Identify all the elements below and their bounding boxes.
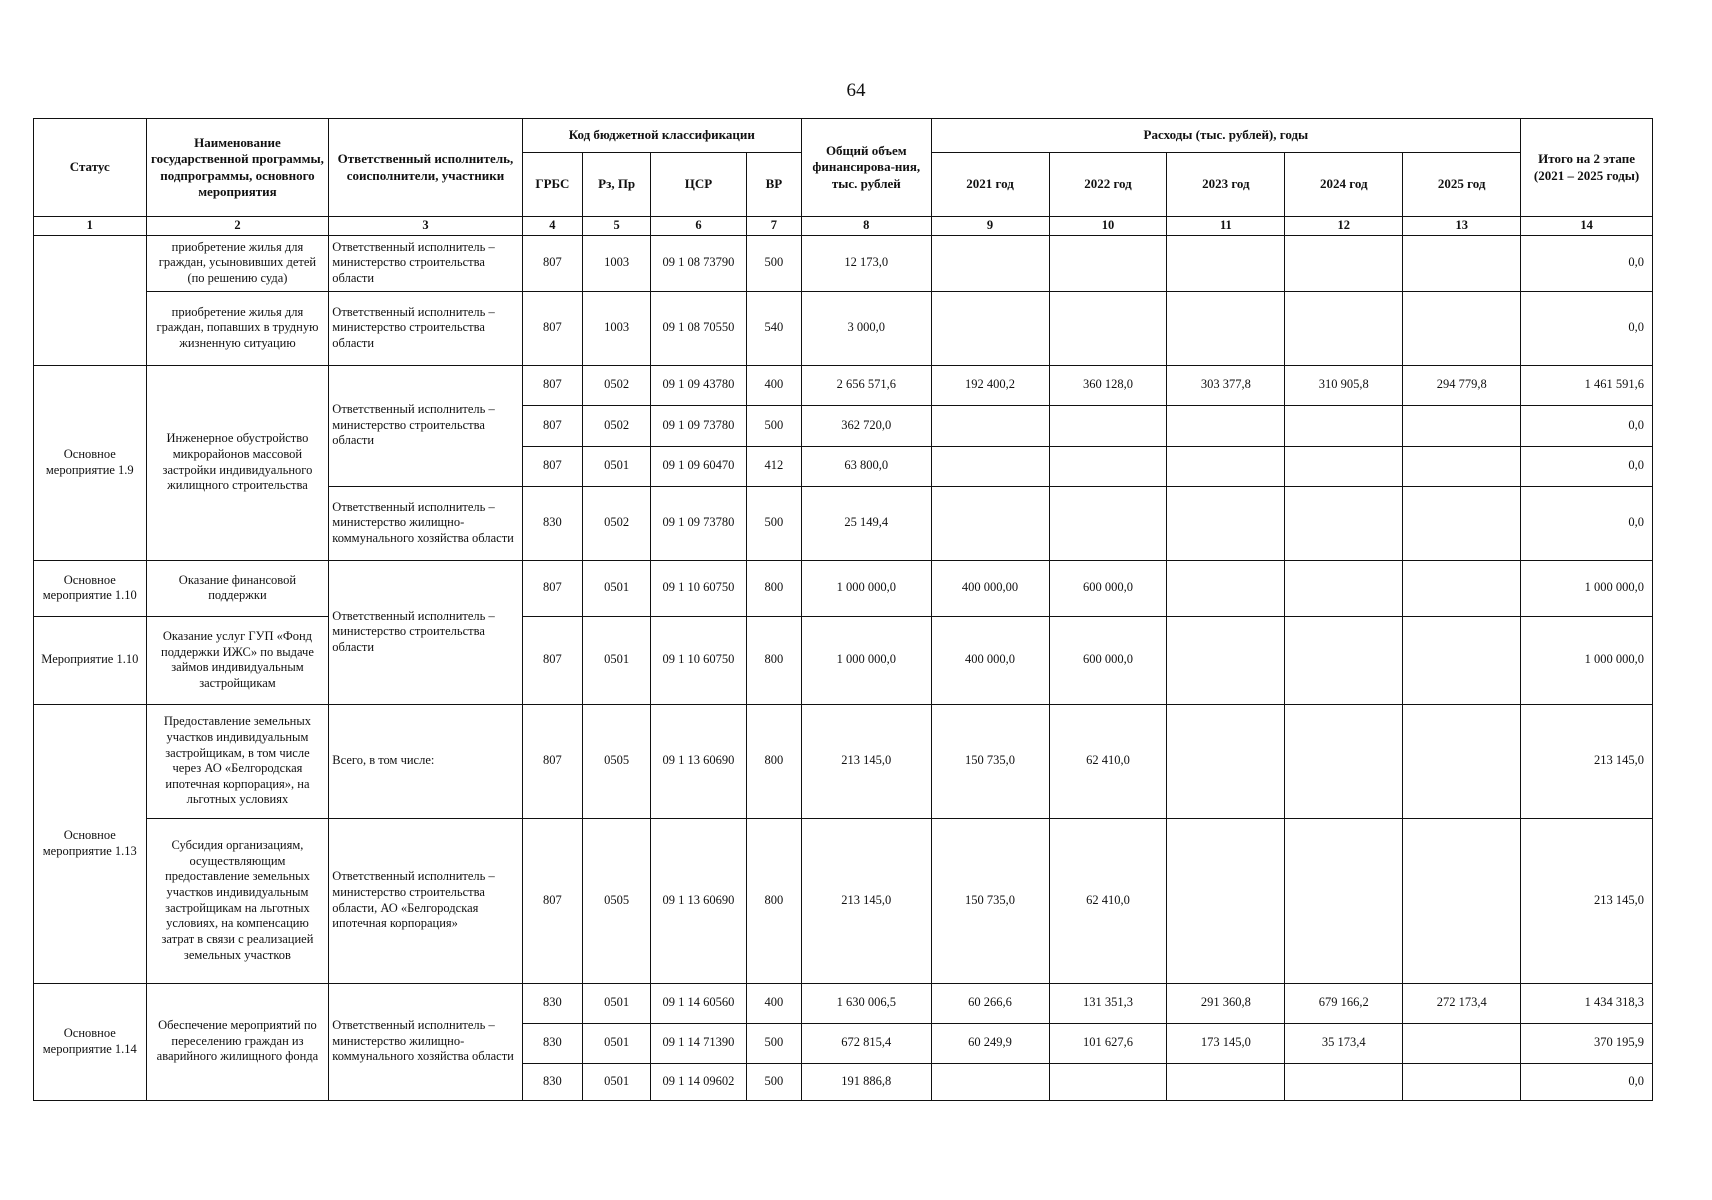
grbs-cell: 807 [522, 365, 583, 405]
total-volume-cell: 1 000 000,0 [802, 560, 932, 616]
table-row [34, 704, 1653, 818]
year-2022-cell [1049, 405, 1167, 446]
activity-name: Предоставление земельных участков индивидуальным застройщикам, в том числе через АО «Белгородская ипотечная корпорация», на льготных условиях [146, 704, 329, 818]
header-year-2021: 2021 год [931, 153, 1049, 217]
stage-total-cell: 1 000 000,0 [1521, 560, 1653, 616]
vr-cell: 500 [746, 1063, 801, 1100]
grbs-cell: 807 [522, 818, 583, 983]
grbs-cell: 807 [522, 291, 583, 365]
year-2021-cell [931, 291, 1049, 365]
stage-total-cell: 213 145,0 [1521, 704, 1653, 818]
status-cell: Основное мероприятие 1.14 [34, 983, 147, 1100]
stage-total-cell: 0,0 [1521, 405, 1653, 446]
header-name: Наименование государственной программы, подпрограммы, основного мероприятия [146, 119, 329, 217]
header-rzpr: Рз, Пр [583, 153, 651, 217]
year-2025-cell [1403, 560, 1521, 616]
year-2024-cell: 35 173,4 [1285, 1023, 1403, 1063]
year-2021-cell: 150 735,0 [931, 704, 1049, 818]
status-cell [34, 235, 147, 365]
table-row [34, 616, 1653, 704]
table-row [34, 365, 1653, 405]
rzpr-cell: 0502 [583, 486, 651, 560]
total-volume-cell: 1 000 000,0 [802, 616, 932, 704]
rzpr-cell: 0502 [583, 365, 651, 405]
responsible-cell: Ответственный исполнитель – министерство строительства области [329, 235, 522, 291]
csr-cell: 09 1 09 73780 [651, 486, 747, 560]
year-2024-cell [1285, 291, 1403, 365]
grbs-cell: 830 [522, 983, 583, 1023]
year-2021-cell: 60 249,9 [931, 1023, 1049, 1063]
csr-cell: 09 1 09 73780 [651, 405, 747, 446]
stage-total-cell: 0,0 [1521, 446, 1653, 486]
year-2022-cell: 600 000,0 [1049, 560, 1167, 616]
total-volume-cell: 213 145,0 [802, 704, 932, 818]
grbs-cell: 830 [522, 1063, 583, 1100]
rzpr-cell: 0505 [583, 818, 651, 983]
year-2025-cell [1403, 405, 1521, 446]
year-2021-cell: 400 000,00 [931, 560, 1049, 616]
rzpr-cell: 0501 [583, 616, 651, 704]
year-2025-cell [1403, 235, 1521, 291]
year-2022-cell [1049, 446, 1167, 486]
vr-cell: 412 [746, 446, 801, 486]
csr-cell: 09 1 10 60750 [651, 616, 747, 704]
status-cell: Мероприятие 1.10 [34, 616, 147, 704]
status-cell: Основное мероприятие 1.10 [34, 560, 147, 616]
year-2023-cell [1167, 704, 1285, 818]
year-2024-cell [1285, 486, 1403, 560]
year-2024-cell: 310 905,8 [1285, 365, 1403, 405]
year-2022-cell [1049, 235, 1167, 291]
column-number: 1 [34, 217, 147, 236]
year-2022-cell: 131 351,3 [1049, 983, 1167, 1023]
stage-total-cell: 213 145,0 [1521, 818, 1653, 983]
responsible-cell: Всего, в том числе: [329, 704, 522, 818]
csr-cell: 09 1 09 43780 [651, 365, 747, 405]
total-volume-cell: 362 720,0 [802, 405, 932, 446]
vr-cell: 500 [746, 1023, 801, 1063]
rzpr-cell: 1003 [583, 235, 651, 291]
total-volume-cell: 191 886,8 [802, 1063, 932, 1100]
total-volume-cell: 63 800,0 [802, 446, 932, 486]
grbs-cell: 807 [522, 704, 583, 818]
grbs-cell: 830 [522, 486, 583, 560]
year-2022-cell [1049, 291, 1167, 365]
year-2025-cell [1403, 486, 1521, 560]
year-2024-cell [1285, 405, 1403, 446]
year-2023-cell: 303 377,8 [1167, 365, 1285, 405]
year-2022-cell [1049, 1063, 1167, 1100]
responsible-cell: Ответственный исполнитель – министерство жилищно-коммунального хозяйства области [329, 983, 522, 1100]
year-2022-cell [1049, 486, 1167, 560]
header-grbs: ГРБС [522, 153, 583, 217]
responsible-cell: Ответственный исполнитель – министерство жилищно-коммунального хозяйства области [329, 486, 522, 560]
rzpr-cell: 0501 [583, 1023, 651, 1063]
rzpr-cell: 0501 [583, 983, 651, 1023]
stage-total-cell: 0,0 [1521, 235, 1653, 291]
year-2025-cell: 294 779,8 [1403, 365, 1521, 405]
year-2024-cell [1285, 1063, 1403, 1100]
year-2021-cell: 400 000,0 [931, 616, 1049, 704]
year-2024-cell: 679 166,2 [1285, 983, 1403, 1023]
vr-cell: 800 [746, 704, 801, 818]
table-row [34, 560, 1653, 616]
responsible-cell: Ответственный исполнитель – министерство строительства области [329, 291, 522, 365]
column-number: 2 [146, 217, 329, 236]
stage-total-cell: 0,0 [1521, 486, 1653, 560]
csr-cell: 09 1 14 60560 [651, 983, 747, 1023]
column-number: 7 [746, 217, 801, 236]
activity-name: приобретение жилья для граждан, усыновивших детей (по решению суда) [146, 235, 329, 291]
activity-name: Инженерное обустройство микрорайонов массовой застройки индивидуального жилищного строительства [146, 365, 329, 560]
column-number: 9 [931, 217, 1049, 236]
csr-cell: 09 1 14 09602 [651, 1063, 747, 1100]
column-number: 8 [802, 217, 932, 236]
vr-cell: 540 [746, 291, 801, 365]
year-2022-cell: 360 128,0 [1049, 365, 1167, 405]
table-row [34, 983, 1653, 1023]
grbs-cell: 807 [522, 616, 583, 704]
year-2021-cell [931, 235, 1049, 291]
year-2021-cell [931, 1063, 1049, 1100]
activity-name: Оказание финансовой поддержки [146, 560, 329, 616]
year-2025-cell [1403, 818, 1521, 983]
header-total-volume: Общий объем финансирова-ния, тыс. рублей [802, 119, 932, 217]
csr-cell: 09 1 13 60690 [651, 704, 747, 818]
year-2023-cell [1167, 291, 1285, 365]
year-2022-cell: 62 410,0 [1049, 818, 1167, 983]
stage-total-cell: 1 461 591,6 [1521, 365, 1653, 405]
csr-cell: 09 1 10 60750 [651, 560, 747, 616]
responsible-cell: Ответственный исполнитель – министерство строительства области [329, 365, 522, 486]
vr-cell: 400 [746, 983, 801, 1023]
rzpr-cell: 1003 [583, 291, 651, 365]
rzpr-cell: 0501 [583, 446, 651, 486]
header-code-group: Код бюджетной классификации [522, 119, 801, 153]
header-year-2025: 2025 год [1403, 153, 1521, 217]
column-number: 5 [583, 217, 651, 236]
year-2022-cell: 600 000,0 [1049, 616, 1167, 704]
year-2022-cell: 62 410,0 [1049, 704, 1167, 818]
table-row [34, 291, 1653, 365]
header-csr: ЦСР [651, 153, 747, 217]
total-volume-cell: 25 149,4 [802, 486, 932, 560]
year-2023-cell: 173 145,0 [1167, 1023, 1285, 1063]
activity-name: Оказание услуг ГУП «Фонд поддержки ИЖС» по выдаче займов индивидуальным застройщикам [146, 616, 329, 704]
csr-cell: 09 1 08 70550 [651, 291, 747, 365]
csr-cell: 09 1 13 60690 [651, 818, 747, 983]
column-number: 10 [1049, 217, 1167, 236]
year-2022-cell: 101 627,6 [1049, 1023, 1167, 1063]
year-2025-cell [1403, 446, 1521, 486]
activity-name: приобретение жилья для граждан, попавших в трудную жизненную ситуацию [146, 291, 329, 365]
stage-total-cell: 0,0 [1521, 1063, 1653, 1100]
year-2023-cell [1167, 1063, 1285, 1100]
header-status: Статус [34, 119, 147, 217]
rzpr-cell: 0505 [583, 704, 651, 818]
year-2021-cell: 150 735,0 [931, 818, 1049, 983]
year-2023-cell [1167, 405, 1285, 446]
year-2021-cell [931, 405, 1049, 446]
page-number: 64 [846, 80, 866, 101]
year-2024-cell [1285, 446, 1403, 486]
column-number: 3 [329, 217, 522, 236]
vr-cell: 800 [746, 560, 801, 616]
total-volume-cell: 3 000,0 [802, 291, 932, 365]
column-number: 4 [522, 217, 583, 236]
vr-cell: 400 [746, 365, 801, 405]
total-volume-cell: 12 173,0 [802, 235, 932, 291]
column-number: 13 [1403, 217, 1521, 236]
total-volume-cell: 1 630 006,5 [802, 983, 932, 1023]
vr-cell: 800 [746, 616, 801, 704]
year-2024-cell [1285, 818, 1403, 983]
csr-cell: 09 1 09 60470 [651, 446, 747, 486]
column-number: 6 [651, 217, 747, 236]
header-stage-total: Итого на 2 этапе (2021 – 2025 годы) [1521, 119, 1653, 217]
column-number-row [34, 217, 1653, 236]
year-2021-cell: 192 400,2 [931, 365, 1049, 405]
year-2024-cell [1285, 235, 1403, 291]
header-expenses-group: Расходы (тыс. рублей), годы [931, 119, 1521, 153]
year-2024-cell [1285, 560, 1403, 616]
year-2025-cell [1403, 704, 1521, 818]
table-row [34, 235, 1653, 291]
grbs-cell: 807 [522, 560, 583, 616]
status-cell: Основное мероприятие 1.13 [34, 704, 147, 983]
column-number: 14 [1521, 217, 1653, 236]
column-number: 11 [1167, 217, 1285, 236]
csr-cell: 09 1 08 73790 [651, 235, 747, 291]
year-2023-cell [1167, 616, 1285, 704]
year-2025-cell: 272 173,4 [1403, 983, 1521, 1023]
year-2023-cell [1167, 446, 1285, 486]
year-2023-cell: 291 360,8 [1167, 983, 1285, 1023]
year-2025-cell [1403, 1023, 1521, 1063]
vr-cell: 500 [746, 235, 801, 291]
year-2024-cell [1285, 616, 1403, 704]
rzpr-cell: 0501 [583, 1063, 651, 1100]
budget-table [33, 118, 1653, 1101]
responsible-cell: Ответственный исполнитель – министерство строительства области, АО «Белгородская ипотечная корпорация» [329, 818, 522, 983]
vr-cell: 500 [746, 405, 801, 446]
year-2025-cell [1403, 1063, 1521, 1100]
activity-name: Обеспечение мероприятий по переселению граждан из аварийного жилищного фонда [146, 983, 329, 1100]
stage-total-cell: 370 195,9 [1521, 1023, 1653, 1063]
responsible-cell: Ответственный исполнитель – министерство строительства области [329, 560, 522, 704]
total-volume-cell: 672 815,4 [802, 1023, 932, 1063]
year-2021-cell: 60 266,6 [931, 983, 1049, 1023]
total-volume-cell: 213 145,0 [802, 818, 932, 983]
year-2023-cell [1167, 818, 1285, 983]
vr-cell: 800 [746, 818, 801, 983]
header-year-2023: 2023 год [1167, 153, 1285, 217]
header-responsible: Ответственный исполнитель, соисполнители, участники [329, 119, 522, 217]
header-year-2022: 2022 год [1049, 153, 1167, 217]
year-2023-cell [1167, 560, 1285, 616]
rzpr-cell: 0501 [583, 560, 651, 616]
table-row [34, 818, 1653, 983]
grbs-cell: 807 [522, 235, 583, 291]
year-2021-cell [931, 486, 1049, 560]
year-2025-cell [1403, 291, 1521, 365]
stage-total-cell: 1 434 318,3 [1521, 983, 1653, 1023]
activity-name: Субсидия организациям, осуществляющим предоставление земельных участков индивидуальным застройщикам на льготных условиях, на компенсацию затрат в связи с реализацией земельных участков [146, 818, 329, 983]
grbs-cell: 830 [522, 1023, 583, 1063]
grbs-cell: 807 [522, 405, 583, 446]
status-cell: Основное мероприятие 1.9 [34, 365, 147, 560]
year-2025-cell [1403, 616, 1521, 704]
year-2021-cell [931, 446, 1049, 486]
total-volume-cell: 2 656 571,6 [802, 365, 932, 405]
vr-cell: 500 [746, 486, 801, 560]
header-vr: ВР [746, 153, 801, 217]
year-2023-cell [1167, 486, 1285, 560]
rzpr-cell: 0502 [583, 405, 651, 446]
csr-cell: 09 1 14 71390 [651, 1023, 747, 1063]
year-2023-cell [1167, 235, 1285, 291]
stage-total-cell: 1 000 000,0 [1521, 616, 1653, 704]
stage-total-cell: 0,0 [1521, 291, 1653, 365]
column-number: 12 [1285, 217, 1403, 236]
grbs-cell: 807 [522, 446, 583, 486]
header-year-2024: 2024 год [1285, 153, 1403, 217]
year-2024-cell [1285, 704, 1403, 818]
